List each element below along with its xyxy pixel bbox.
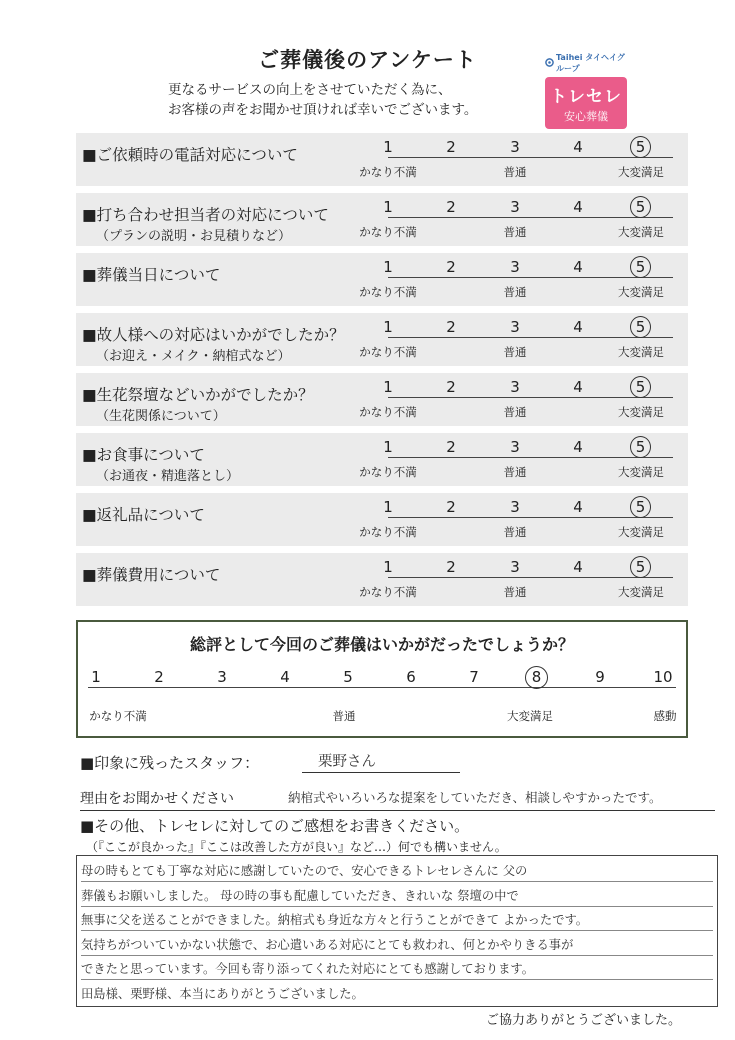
rating-option: 4 [573,498,583,516]
comment-box [76,855,718,1007]
question-row [76,373,688,426]
rating-option: 3 [510,498,520,516]
selected-rating: 5 [630,256,651,278]
scale-anchor: 大変満足 [618,285,664,299]
rating-option: 2 [446,558,456,576]
other-comments-hint: （『ここが良かった』『ここは改善した方が良い』など…）何でも構いません。 [86,840,507,854]
rating-option: 3 [510,258,520,276]
scale-anchor: 大変満足 [618,345,664,359]
scale-anchor: 感動 [653,709,677,723]
question-row [76,253,688,306]
selected-rating: 5 [630,376,651,398]
scale-anchor: 普通 [332,709,356,723]
rating-scale [359,195,673,243]
rating-option: 2 [154,668,164,686]
brand-logo [545,52,627,129]
scale-anchor: 普通 [503,405,527,419]
page-title: ご葬儀後のアンケート [258,48,477,72]
rating-option: 3 [510,558,520,576]
question-label: ■葬儀費用について [82,566,221,584]
rating-option: 2 [446,258,456,276]
scale-line [388,157,673,158]
intro-text [168,80,477,120]
question-label: ■故人様への対応はいかがでしたか？ [82,326,345,344]
rating-option: 1 [383,558,393,576]
scale-anchor: 大変満足 [618,405,664,419]
comment-line: できたと思っています。今回も寄り添ってくれた対応にとても感謝しております。 [81,955,713,980]
scale-line [388,517,673,518]
scale-line [388,217,673,218]
rating-option: 2 [446,498,456,516]
reason-row [80,786,715,811]
rating-option: 4 [573,558,583,576]
scale-line [388,457,673,458]
rating-option: 1 [383,198,393,216]
question-row [76,433,688,486]
rating-option: 4 [573,318,583,336]
question-row [76,133,688,186]
reason-label: 理由をお聞かせください [80,791,234,807]
selected-rating: 5 [630,556,651,578]
rating-option: 1 [383,318,393,336]
rating-option: 4 [280,668,290,686]
rating-option: 1 [383,378,393,396]
question-label: ■ご依頼時の電話対応について [82,146,298,164]
rating-option: 7 [469,668,479,686]
staff-label: ■印象に残ったスタッフ： [80,754,260,772]
intro-line-2: お客様の声をお聞かせ頂ければ幸いでございます。 [168,102,478,118]
scale-anchor: かなり不満 [359,165,417,179]
rating-option: 3 [510,378,520,396]
rating-option: 2 [446,138,456,156]
rating-option: 4 [573,198,583,216]
scale-anchor: 大変満足 [618,165,664,179]
rating-option: 9 [595,668,605,686]
selected-rating: 5 [630,196,651,218]
comment-line: 田島様、栗野様、本当にありがとうございました。 [81,986,364,1001]
scale-anchor: 普通 [503,285,527,299]
rating-option: 3 [510,438,520,456]
selected-rating: 5 [630,316,651,338]
scale-anchor: 普通 [503,585,527,599]
question-row [76,193,688,246]
rating-option: 2 [446,438,456,456]
rating-option: 3 [510,318,520,336]
comment-line: 無事に父を送ることができました。納棺式も身近な方々と行うことができて よかったです。 [81,906,713,931]
question-sublabel: （プランの説明・お見積りなど） [96,229,292,244]
question-label: ■生花祭壇などいかがでしたか？ [82,386,314,404]
question-sublabel: （お迎え・メイク・納棺式など） [96,349,291,364]
scale-anchor: 普通 [503,225,527,239]
intro-line-1: 更なるサービスの向上をさせていただく為に、 [168,82,452,98]
scale-anchor: 大変満足 [618,465,664,479]
taihei-mark-icon [545,58,554,69]
scale-anchor: かなり不満 [89,709,147,723]
scale-anchor: かなり不満 [359,225,417,239]
question-label: ■葬儀当日について [82,266,221,284]
overall-rating-scale [78,666,686,726]
scale-anchor: かなり不満 [359,345,417,359]
scale-anchor: かなり不満 [359,585,417,599]
logo-sub-text: 安心葬儀 [564,110,608,123]
rating-scale [359,315,673,363]
scale-anchor: 普通 [503,525,527,539]
scale-line [88,687,676,688]
scale-anchor: 大変満足 [618,525,664,539]
question-row [76,493,688,546]
scale-line [388,397,673,398]
rating-option: 5 [343,668,353,686]
question-sublabel: （生花関係について） [96,409,226,424]
rating-scale [359,555,673,603]
rating-option: 4 [573,258,583,276]
selected-rating: 5 [630,436,651,458]
overall-title: 総評として今回のご葬儀はいかがだったでしょうか？ [189,635,574,654]
scale-anchor: 大変満足 [618,585,664,599]
question-label: ■返礼品について [82,506,205,524]
overall-rating-box [76,620,688,738]
logo-badge [545,77,627,129]
rating-option: 1 [91,668,101,686]
comment-line: 葬儀もお願いしました。 母の時の事も配慮していただき、きれいな 祭壇の中で [81,882,713,907]
rating-option: 6 [406,668,416,686]
rating-option: 1 [383,138,393,156]
rating-option: 1 [383,498,393,516]
rating-option: 4 [573,138,583,156]
rating-scale [359,135,673,183]
rating-option: 3 [217,668,227,686]
group-brand [545,52,627,74]
rating-option: 1 [383,438,393,456]
rating-scale [359,375,673,423]
staff-underline [302,772,460,773]
question-label: ■お食事について [82,446,205,464]
thanks-text: ご協力ありがとうございました。 [486,1013,682,1028]
reason-answer: 納棺式やいろいろな提案をしていただき、相談しやすかったです。 [288,790,662,805]
scale-line [388,337,673,338]
rating-option: 4 [573,378,583,396]
question-label: ■打ち合わせ担当者の対応について [82,206,329,224]
scale-anchor: 普通 [503,345,527,359]
rating-option: 2 [446,378,456,396]
selected-rating: 8 [525,666,548,689]
rating-option: 2 [446,198,456,216]
logo-main-text: トレセレ [550,87,622,107]
scale-anchor: かなり不満 [359,465,417,479]
rating-scale [359,495,673,543]
rating-option: 3 [510,138,520,156]
scale-anchor: かなり不満 [359,525,417,539]
group-brand-text: Taihei タイヘイグループ [556,53,625,73]
scale-line [388,277,673,278]
staff-answer: 栗野さん [318,754,376,770]
scale-anchor: 普通 [503,465,527,479]
scale-anchor: かなり不満 [359,405,417,419]
selected-rating: 5 [630,496,651,518]
question-row [76,553,688,606]
question-sublabel: （お通夜・精進落とし） [96,469,240,484]
comment-line: 気持ちがついていかない状態で、お心遣いある対応にとても救われ、何とかやりきる事が [81,931,713,956]
rating-option: 10 [653,668,673,686]
scale-anchor: かなり不満 [359,285,417,299]
rating-scale [359,435,673,483]
rating-option: 4 [573,438,583,456]
scale-line [388,577,673,578]
rating-option: 3 [510,198,520,216]
rating-scale [359,255,673,303]
scale-anchor: 普通 [503,165,527,179]
rating-option: 1 [383,258,393,276]
selected-rating: 5 [630,136,651,158]
scale-anchor: 大変満足 [618,225,664,239]
rating-option: 2 [446,318,456,336]
question-row [76,313,688,366]
other-comments-label: ■その他、トレセレに対してのご感想をお書きください。 [80,817,470,835]
scale-anchor: 大変満足 [507,709,553,723]
comment-line: 母の時もとても丁寧な対応に感謝していたので、安心できるトレセレさんに 父の [81,857,713,882]
